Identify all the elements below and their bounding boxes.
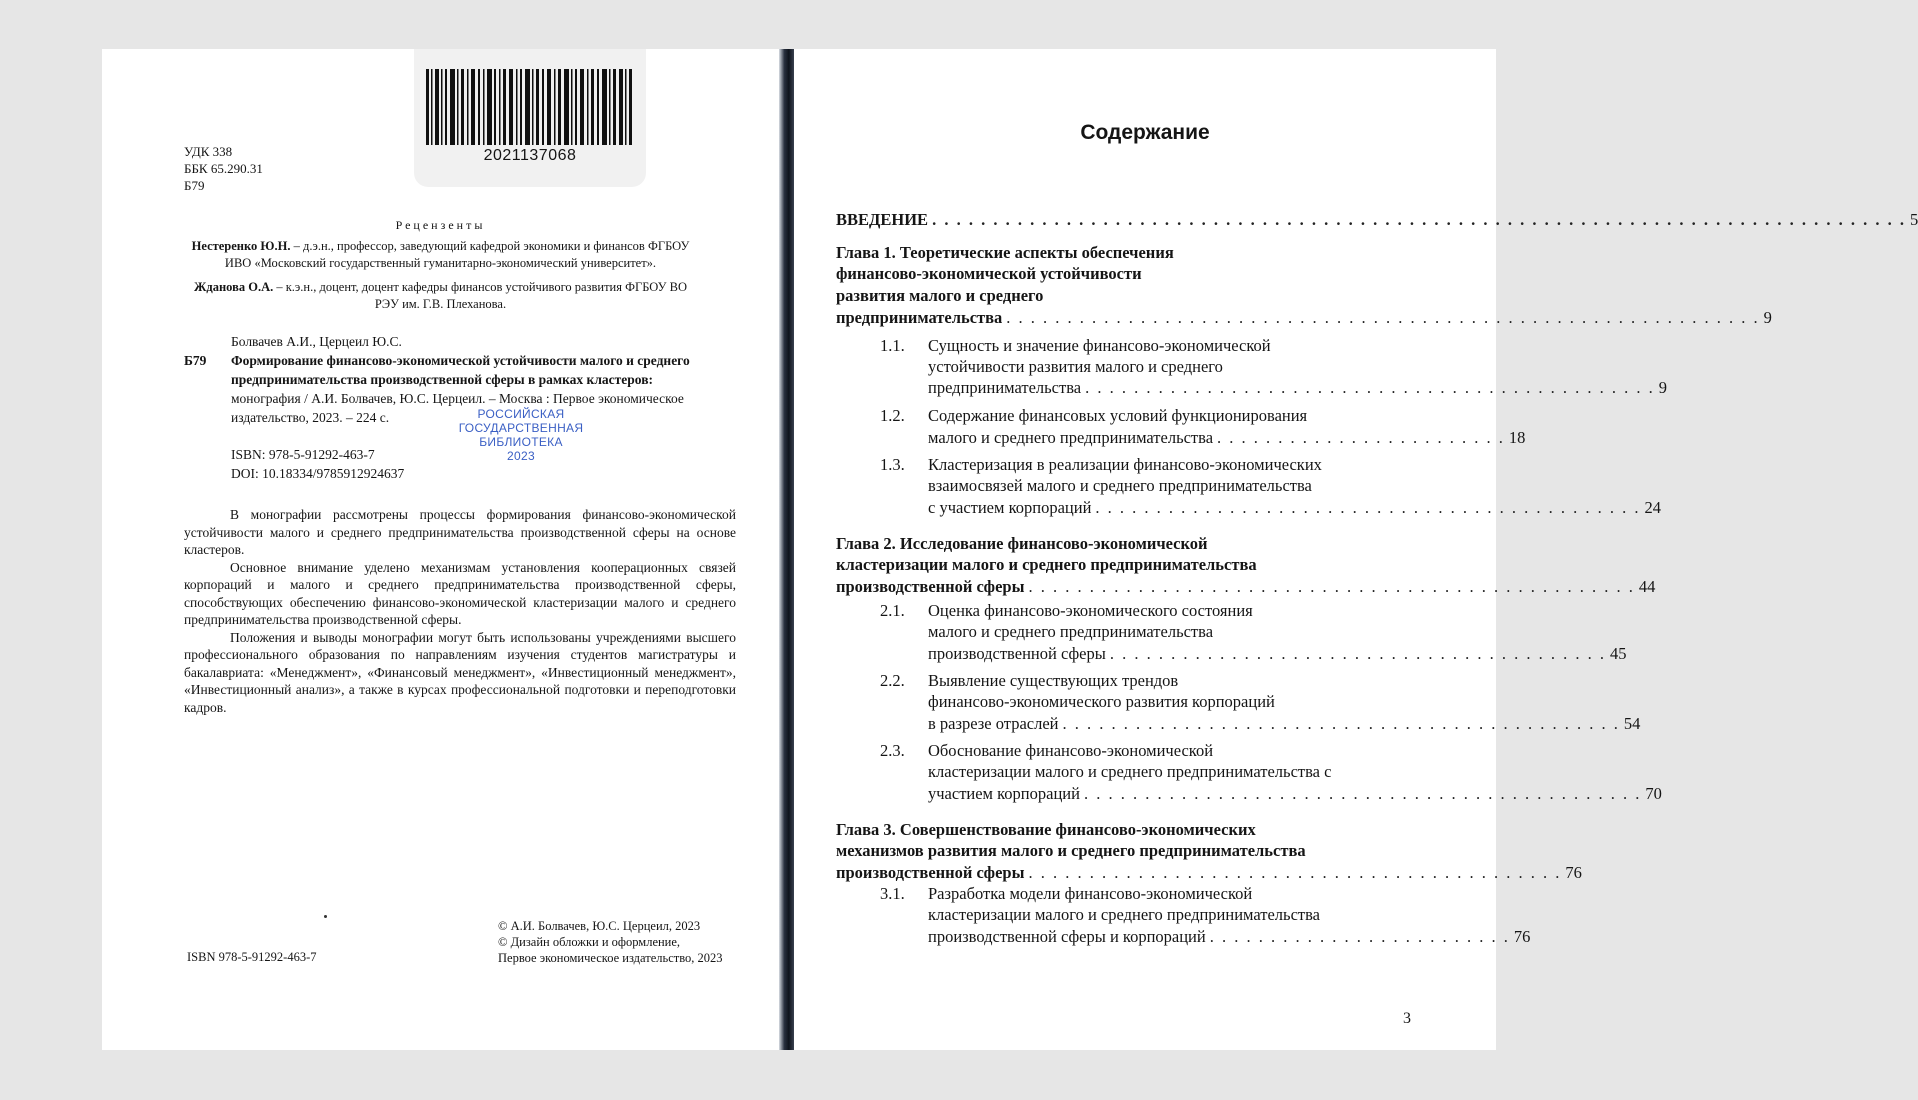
toc-section-1-3[interactable]: Кластеризация в реализации финансово-экономических	[928, 455, 1322, 474]
dot-leader: . . . . . . . . . . . . . . . . . . . . . . . . . . . . . . . . . . . . . . . . . . . . . .	[1083, 784, 1642, 803]
toc-entry-text: в разрезе отраслей	[928, 714, 1059, 733]
toc-section-line: взаимосвязей малого и среднего предпринимательства	[928, 476, 1312, 495]
toc-entry-intro[interactable]	[836, 209, 1918, 230]
toc-page-number: 76	[1565, 863, 1582, 882]
toc-chapter-1-last	[836, 307, 1772, 328]
toc-section-number: 1.3.	[880, 455, 905, 474]
toc-page-number: 44	[1638, 577, 1656, 596]
reviewer-desc: – к.э.н., доцент, доцент кафедры финансов устойчивого развития ФГБОУ ВО	[273, 280, 687, 294]
toc-chapter-3-last	[836, 862, 1582, 883]
dot-leader: . . . . . . . . . . . . . . . . . . . . . . . . .	[1209, 927, 1510, 946]
udc-code: УДК 338	[184, 144, 233, 159]
toc-page-number: 76	[1513, 927, 1531, 946]
reviewers-heading: Рецензенты	[395, 218, 486, 232]
toc-chapter-2[interactable]: Глава 2. Исследование финансово-экономической	[836, 534, 1208, 553]
doi: DOI: 10.18334/9785912924637	[231, 466, 405, 481]
dot-leader: . . . . . . . . . . . . . . . . . . . . . . . . . . . . . . . . . . . . . . . . .	[1109, 644, 1606, 663]
toc-chapter-1[interactable]: Глава 1. Теоретические аспекты обеспечения	[836, 243, 1174, 262]
copyright-line: © Дизайн обложки и оформление,	[498, 935, 681, 949]
stamp-line: РОССИЙСКАЯ	[477, 407, 565, 421]
toc-section-line: кластеризации малого и среднего предпринимательства	[928, 905, 1320, 924]
bbk-code: ББК 65.290.31	[184, 161, 263, 176]
bib-title-2: предпринимательства производственной сферы в рамках кластеров:	[231, 372, 653, 387]
toc-section-number: 2.1.	[880, 601, 905, 620]
reviewer-desc: – д.э.н., профессор, заведующий кафедрой экономики и финансов ФГБОУ	[290, 239, 690, 253]
toc-chapter-3-line: механизмов развития малого и среднего предпринимательства	[836, 841, 1306, 860]
toc-page-number: 9	[1658, 378, 1667, 397]
abstract-paragraph: Положения и выводы монографии могут быть использованы учреждениями высшего профессионального образования по направлениям изучения студентов магистратуры и бакалавриата: «Менеджмент», «Финансовый менеджмент», «Инвестиционный менеджмент», «Инвестиционный анализ», а также в курсах профессиональной подготовки и переподготовки кадров.	[184, 629, 736, 715]
toc-section-last	[928, 377, 1667, 398]
toc-section-last	[928, 643, 1627, 664]
bib-line-4: издательство, 2023. – 224 с.	[231, 410, 390, 425]
dot-leader: . . . . . . . . . . . . . . . . . . . . . . . . . . . . . . . . . . . . . . . . . . . . .	[1095, 498, 1641, 517]
stamp-line: 2023	[507, 449, 535, 463]
barcode-icon	[426, 69, 632, 145]
toc-chapter-2-line: кластеризации малого и среднего предпринимательства	[836, 555, 1257, 574]
right-page	[794, 49, 1918, 1050]
barcode-label	[414, 49, 646, 187]
reviewer-desc-2: ИВО «Московский государственный гуманитарно-экономический университет».	[224, 256, 657, 270]
bib-authors: Болвачев А.И., Церцеил Ю.С.	[231, 334, 402, 349]
dot-leader: . . . . . . . . . . . . . . . . . . . . . . . . . . . . . . . . . . . . . . . . . . . . . . .	[1085, 378, 1655, 397]
toc-page-number: 70	[1645, 784, 1662, 803]
reviewer-2	[102, 279, 779, 313]
abstract	[184, 506, 736, 716]
toc-entry-text: предпринимательства	[836, 308, 1003, 327]
toc-page-number: 5	[1909, 210, 1918, 229]
copyright-block	[498, 918, 723, 966]
toc-section-line: устойчивости развития малого и среднего	[928, 357, 1223, 376]
toc-entry-text: ВВЕДЕНИЕ	[836, 210, 929, 229]
reviewer-1	[102, 238, 779, 272]
toc-page-number: 24	[1644, 498, 1662, 517]
toc-entry-text: производственной сферы и корпораций	[928, 927, 1206, 946]
toc-section-number: 2.3.	[880, 741, 905, 760]
toc-section-3-1[interactable]: Разработка модели финансово-экономической	[928, 884, 1253, 903]
toc-title: Содержание	[1080, 121, 1210, 144]
toc-section-line: финансово-экономического развития корпораций	[928, 692, 1275, 711]
toc-entry-text: производственной сферы	[836, 863, 1025, 882]
copyright-line: © А.И. Болвачев, Ю.С. Церцеил, 2023	[498, 919, 701, 933]
dot-leader: . . . . . . . . . . . . . . . . . . . . . . . .	[1217, 428, 1505, 447]
dot-leader: . . . . . . . . . . . . . . . . . . . . . . . . . . . . . . . . . . . . . . . . . . . . . .	[1062, 714, 1620, 733]
toc-entry-text: участием корпораций	[928, 784, 1080, 803]
toc-section-line: кластеризации малого и среднего предпринимательства с	[928, 762, 1332, 781]
isbn: ISBN: 978-5-91292-463-7	[231, 447, 375, 462]
toc-chapter-3[interactable]: Глава 3. Совершенствование финансово-экономических	[836, 820, 1256, 839]
barcode-number: 2021137068	[483, 147, 577, 164]
toc-page-number: 54	[1623, 714, 1641, 733]
print-speck	[324, 915, 327, 918]
classification-codes	[184, 143, 263, 194]
toc-section-number: 1.1.	[880, 336, 905, 355]
dot-leader: . . . . . . . . . . . . . . . . . . . . . . . . . . . . . . . . . . . . . . . . . . . . . . . . . . . . . . . . . . . . . .	[1006, 308, 1760, 327]
copyright-line: Первое экономическое издательство, 2023	[498, 951, 723, 965]
left-page	[102, 49, 779, 1050]
book-spine-gutter	[779, 49, 794, 1050]
abstract-paragraph: В монографии рассмотрены процессы формирования финансово-экономической устойчивости малого и среднего предпринимательства производственной сферы на основе кластеров.	[184, 507, 736, 557]
author-mark: Б79	[184, 178, 205, 193]
bib-line-3: монография / А.И. Болвачев, Ю.С. Церцеил. – Москва : Первое экономическое	[231, 391, 684, 406]
toc-page-number: 18	[1508, 428, 1526, 447]
toc-entry-text: с участием корпораций	[928, 498, 1092, 517]
page-number: 3	[1403, 1010, 1411, 1027]
toc-section-last	[928, 713, 1641, 734]
dot-leader: . . . . . . . . . . . . . . . . . . . . . . . . . . . . . . . . . . . . . . . . . . . . . . . . . .	[1028, 577, 1635, 596]
reviewer-name: Жданова О.А.	[194, 280, 274, 294]
toc-section-last	[928, 427, 1526, 448]
reviewer-desc-2: РЭУ им. Г.В. Плеханова.	[374, 297, 507, 311]
toc-chapter-1-line: финансово-экономической устойчивости	[836, 264, 1142, 283]
toc-section-last	[928, 926, 1531, 947]
stamp-line: ГОСУДАРСТВЕННАЯ	[458, 421, 584, 435]
toc-entry-text: производственной сферы	[836, 577, 1025, 596]
stamp-line: БИБЛИОТЕКА	[479, 435, 563, 449]
toc-section-number: 1.2.	[880, 406, 905, 425]
toc-section-line: малого и среднего предпринимательства	[928, 622, 1214, 641]
toc-chapter-1-line: развития малого и среднего	[836, 286, 1044, 305]
toc-section-2-1[interactable]: Оценка финансово-экономического состояния	[928, 601, 1253, 620]
toc-page-number: 45	[1609, 644, 1627, 663]
reviewer-name: Нестеренко Ю.Н.	[191, 239, 291, 253]
toc-section-1-2[interactable]: Содержание финансовых условий функционирования	[928, 406, 1308, 425]
isbn-bottom: ISBN 978-5-91292-463-7	[187, 950, 317, 964]
toc-section-1-1[interactable]: Сущность и значение финансово-экономической	[928, 336, 1271, 355]
bib-title-1: Формирование финансово-экономической устойчивости малого и среднего	[231, 353, 690, 368]
toc-section-last	[928, 497, 1662, 518]
toc-page-number: 9	[1763, 308, 1772, 327]
toc-entry-text: предпринимательства	[928, 378, 1082, 397]
toc-section-last	[928, 783, 1662, 804]
toc-section-2-2[interactable]: Выявление существующих трендов	[928, 671, 1179, 690]
toc-section-number: 3.1.	[880, 884, 905, 903]
toc-section-2-3[interactable]: Обоснование финансово-экономической	[928, 741, 1214, 760]
toc-entry-text: производственной сферы	[928, 644, 1106, 663]
bib-code: Б79	[184, 353, 207, 368]
toc-chapter-2-last	[836, 576, 1656, 597]
library-stamp	[458, 407, 584, 463]
toc-entry-text: малого и среднего предпринимательства	[928, 428, 1214, 447]
dot-leader: . . . . . . . . . . . . . . . . . . . . . . . . . . . . . . . . . . . . . . . . . . . . . . . . . . . . . . . . . . . . . . . . . . . . . . . . . . . . . . . .	[932, 210, 1906, 229]
toc-section-number: 2.2.	[880, 671, 905, 690]
dot-leader: . . . . . . . . . . . . . . . . . . . . . . . . . . . . . . . . . . . . . . . . . . . .	[1028, 863, 1562, 882]
abstract-paragraph: Основное внимание уделено механизмам установления кооперационных связей корпораций и малого и среднего предпринимательства производственной сферы, способствующих обеспечению финансово-экономической кластеризации малого и среднего предпринимательства производственной сферы.	[184, 559, 736, 627]
